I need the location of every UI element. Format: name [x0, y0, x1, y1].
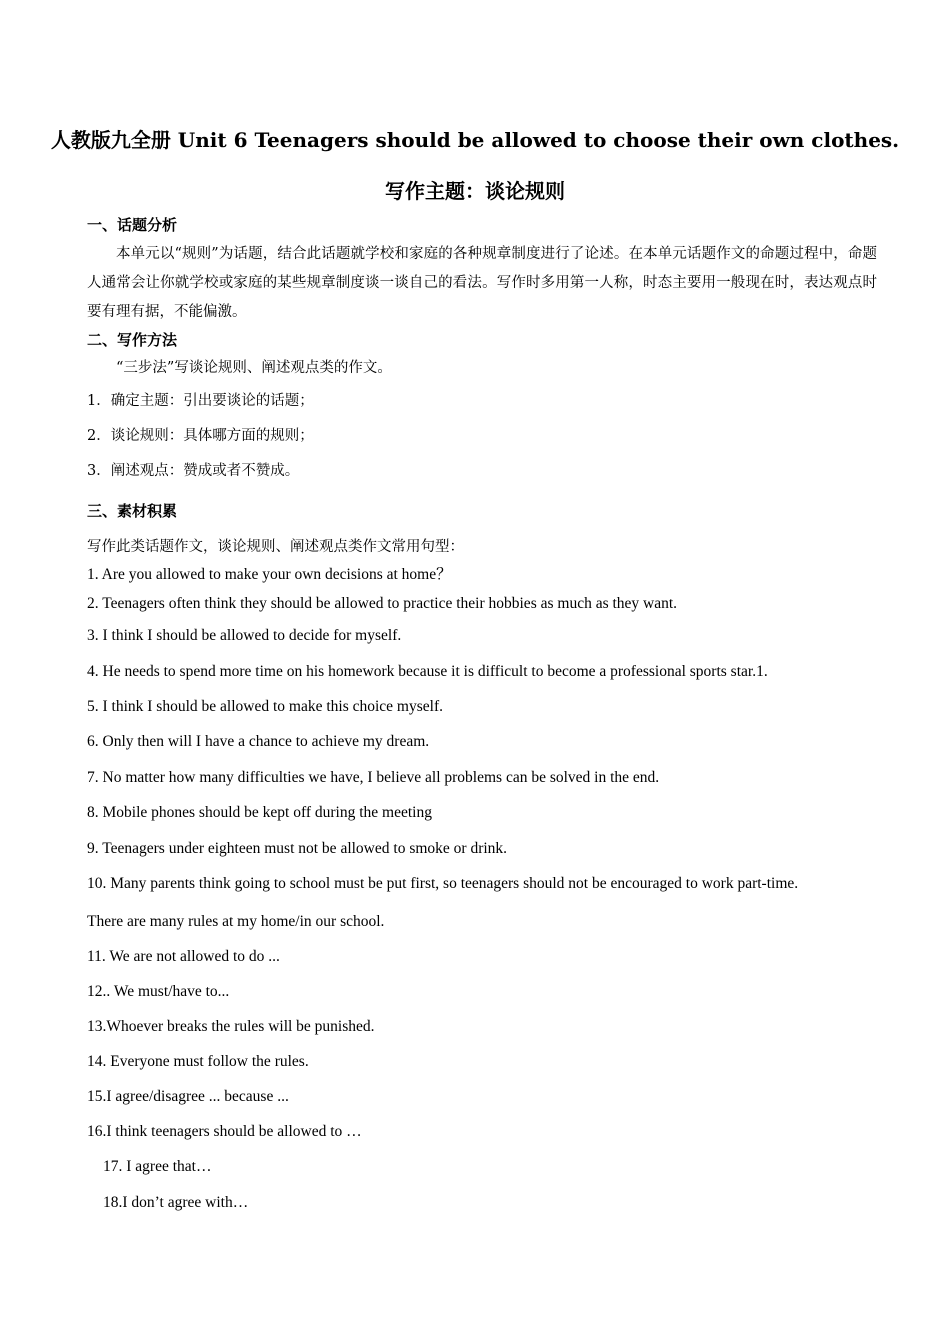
writing-step: 2．谈论规则：具体哪方面的规则；	[87, 428, 314, 444]
document-subtitle: 写作主题：谈论规则	[385, 179, 565, 203]
material-intro: 写作此类话题作文，谈论规则、阐述观点类作文常用句型：	[87, 539, 464, 555]
sentence-item: 13.Whoever breaks the rules will be punished.	[87, 1018, 375, 1035]
sentence-item: 3. I think I should be allowed to decide for myself.	[87, 627, 402, 644]
sentence-item: 15.I agree/disagree ... because ...	[87, 1088, 289, 1105]
sentence-item: 14. Everyone must follow the rules.	[87, 1053, 309, 1070]
sentence-item: 9. Teenagers under eighteen must not be allowed to smoke or drink.	[87, 840, 508, 857]
sentence-item: 7. No matter how many difficulties we have, I believe all problems can be solved in the end.	[87, 769, 660, 786]
sentence-item: 10. Many parents think going to school must be put first, so teenagers should not be encouraged to work part-time.	[87, 875, 799, 892]
writing-step: 1．确定主题：引出要谈论的话题；	[87, 393, 314, 409]
sentence-item: 1. Are you allowed to make your own decisions at home？	[87, 566, 452, 583]
writing-method-intro: “三步法”写谈论规则、阐述观点类的作文。	[116, 360, 392, 376]
sentence-item: 8. Mobile phones should be kept off during the meeting	[87, 804, 432, 821]
sentence-item: 2. Teenagers often think they should be allowed to practice their hobbies as much as they want.	[87, 595, 678, 612]
sentence-item: 17. I agree that…	[103, 1158, 212, 1175]
sentence-item: 18.I don’t agree with…	[103, 1194, 249, 1211]
sentence-item: 11. We are not allowed to do ...	[87, 948, 280, 965]
sentence-item: 4. He needs to spend more time on his homework because it is difficult to become a professional sports star.1.	[87, 663, 768, 680]
section-heading-writing-method: 二、写作方法	[87, 331, 178, 349]
sentence-item: There are many rules at my home/in our school.	[87, 913, 385, 930]
document-title: 人教版九全册 Unit 6 Teenagers should be allowed to choose their own clothes.	[50, 128, 900, 152]
sentence-item: 5. I think I should be allowed to make this choice myself.	[87, 698, 443, 715]
section-heading-topic-analysis: 一、话题分析	[87, 216, 178, 234]
topic-analysis-paragraph: 本单元以“规则”为话题，结合此话题就学校和家庭的各种规章制度进行了论述。在本单元话题作文的命题过程中，命题人通常会让你就学校或家庭的某些规章制度谈一谈自己的看法。写作时多用第一人称，时态主要用一般现在时，表达观点时要有理有据，不能偏激。	[87, 246, 877, 320]
writing-step: 3．阐述观点：赞成或者不赞成。	[87, 463, 300, 479]
sentence-item: 12.. We must/have to...	[87, 983, 230, 1000]
section-heading-material: 三、素材积累	[87, 502, 178, 520]
sentence-item: 6. Only then will I have a chance to achieve my dream.	[87, 733, 430, 750]
sentence-item: 16.I think teenagers should be allowed to …	[87, 1123, 362, 1140]
